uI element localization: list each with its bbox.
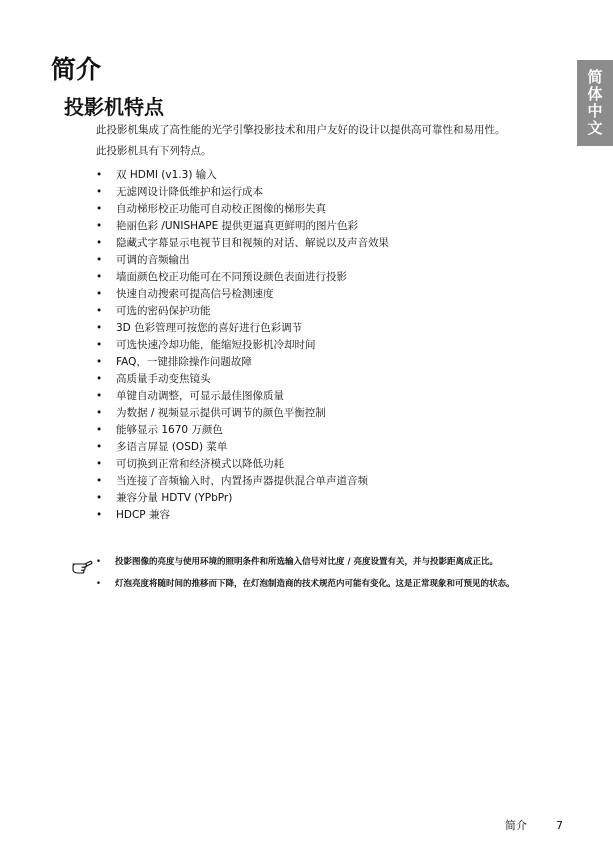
feature-item: • 3D 色彩管理可按您的喜好进行色彩调节 [96,320,551,337]
feature-item: • 多语言屏显 (OSD) 菜单 [96,439,551,456]
notes-block [72,556,554,600]
feature-item: • 无滤网设计降低维护和运行成本 [96,184,551,201]
pointing-hand-icon [72,558,94,574]
feature-item: • 双 HDMI (v1.3) 输入 [96,167,551,184]
section-body [96,123,551,524]
feature-item: • 墙面颜色校正功能可在不同预设颜色表面进行投影 [96,269,551,286]
feature-item: • 兼容分量 HDTV (YPbPr) [96,490,551,507]
note-item: • 投影图像的亮度与使用环境的照明条件和所选输入信号对比度 / 亮度设置有关，并与投影距离成正比。 [96,556,554,569]
feature-item: • 可选快速冷却功能，能缩短投影机冷却时间 [96,337,551,354]
feature-item: • 单键自动调整，可显示最佳图像质量 [96,388,551,405]
feature-item: • 可选的密码保护功能 [96,303,551,320]
feature-item: • 隐藏式字幕显示电视节目和视频的对话、解说以及声音效果 [96,235,551,252]
features-intro: 此投影机具有下列特点。 [96,145,212,157]
feature-item: • 可切换到正常和经济模式以降低功耗 [96,456,551,473]
note-list [72,556,554,591]
feature-list [96,167,551,524]
chapter-title: 简介 [51,55,102,84]
intro-paragraph: 此投影机集成了高性能的光学引擎投影技术和用户友好的设计以提供高可靠性和易用性。 [96,124,506,136]
note-item: • 灯泡亮度将随时间的推移而下降，在灯泡制造商的技术规范内可能有变化。这是正常现象和可预见的状态。 [96,578,554,591]
feature-item: • 为数据 / 视频显示提供可调节的颜色平衡控制 [96,405,551,422]
section-title: 投影机特点 [64,95,164,119]
language-tab [577,60,613,146]
feature-item: • 高质量手动变焦镜头 [96,371,551,388]
feature-item: • 艳丽色彩 /UNISHAPE 提供更逼真更鲜明的图片色彩 [96,218,551,235]
feature-item: • FAQ，一键排除操作问题故障 [96,354,551,371]
feature-item: • HDCP 兼容 [96,507,551,524]
language-tab-label: 简体中文 [585,69,604,137]
page-number: 7 [556,819,563,832]
footer-section-label: 简介 [505,819,527,832]
feature-item: • 快速自动搜索可提高信号检测速度 [96,286,551,303]
feature-item: • 自动梯形校正功能可自动校正图像的梯形失真 [96,201,551,218]
feature-item: • 可调的音频输出 [96,252,551,269]
feature-item: • 当连接了音频输入时，内置扬声器提供混合单声道音频 [96,473,551,490]
feature-item: • 能够显示 1670 万颜色 [96,422,551,439]
